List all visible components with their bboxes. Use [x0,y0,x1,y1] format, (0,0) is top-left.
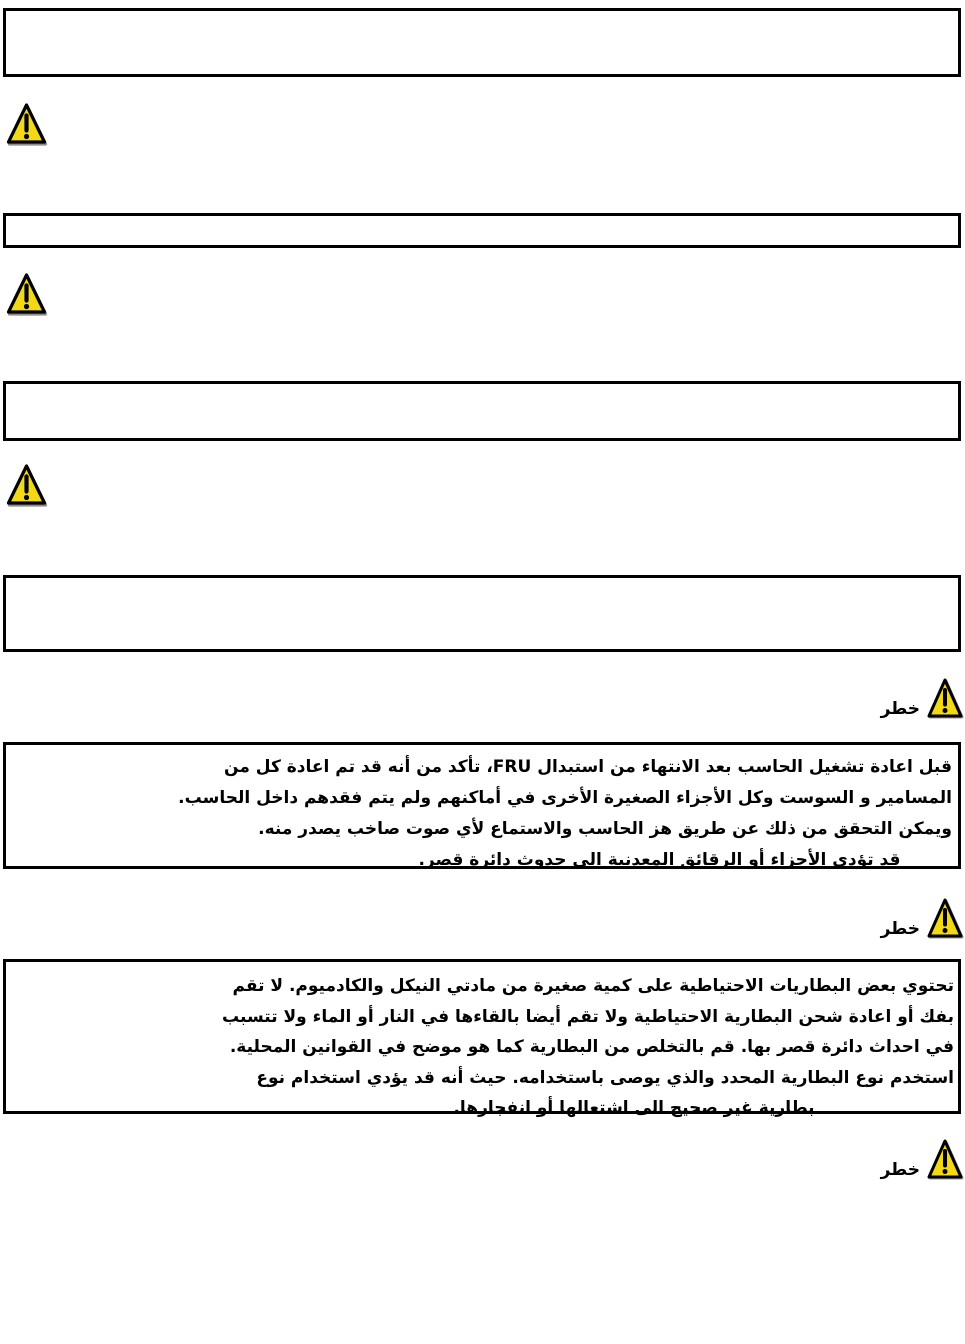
empty-notice-box-1 [3,8,961,77]
warning-triangle-icon [6,272,47,315]
danger-label: خطر [880,919,920,939]
empty-notice-box-4 [3,575,961,652]
notice-line: بطارية غير صحيح الى اشتعالها أو انفجارها. [453,1098,815,1118]
danger-label: خطر [880,699,920,719]
notice-line: استخدم نوع البطارية المحدد والذي يوصى باستخدامه. حيث أنه قد يؤدي استخدام نوع [256,1067,954,1088]
notice-battery-text [222,962,954,1124]
notice-line: في احداث دائرة قصر بها. قم بالتخلص من البطارية كما هو موضح في القوانين المحلية. [229,1037,954,1057]
notice-line: قد تؤدي الأجزاء أو الرقائق المعدنية الى حدوث دائرة قصر. [418,850,901,870]
danger-heading-1 [881,675,963,719]
danger-heading-3 [881,1136,963,1180]
danger-label: خطر [880,1160,920,1180]
notice-line: المسامير و السوست وكل الأجزاء الصغيرة الأخرى في أماكنهم ولم يتم فقدهم داخل الحاسب. [178,788,952,808]
notice-line: ويمكن التحقق من ذلك عن طريق هز الحاسب والاستماع لأي صوت صاخب يصدر منه. [258,819,952,839]
warning-triangle-icon [6,463,47,506]
warning-triangle-icon [6,102,47,145]
notice-line: قبل اعادة تشغيل الحاسب بعد الانتهاء من استبدال FRU، تأكد من أنه قد تم اعادة كل من [224,757,952,777]
notice-line: تحتوي بعض البطاريات الاحتياطية على كمية صغيرة من مادتي النيكل والكادميوم. لا تقم [232,976,954,996]
warning-triangle-icon [927,677,963,719]
warning-triangle-icon [927,1138,963,1180]
warning-triangle-icon [927,897,963,939]
danger-heading-2 [881,895,963,939]
empty-notice-box-2 [3,213,961,248]
notice-box-battery [3,959,961,1118]
notice-line: بفك أو اعادة شحن البطارية الاحتياطية ولا تقم أيضا بالقاءها في النار أو الماء ولا تتسبب [222,1006,954,1027]
notice-box-fru [3,742,961,869]
notice-fru-text [178,745,952,876]
empty-notice-box-3 [3,381,961,441]
